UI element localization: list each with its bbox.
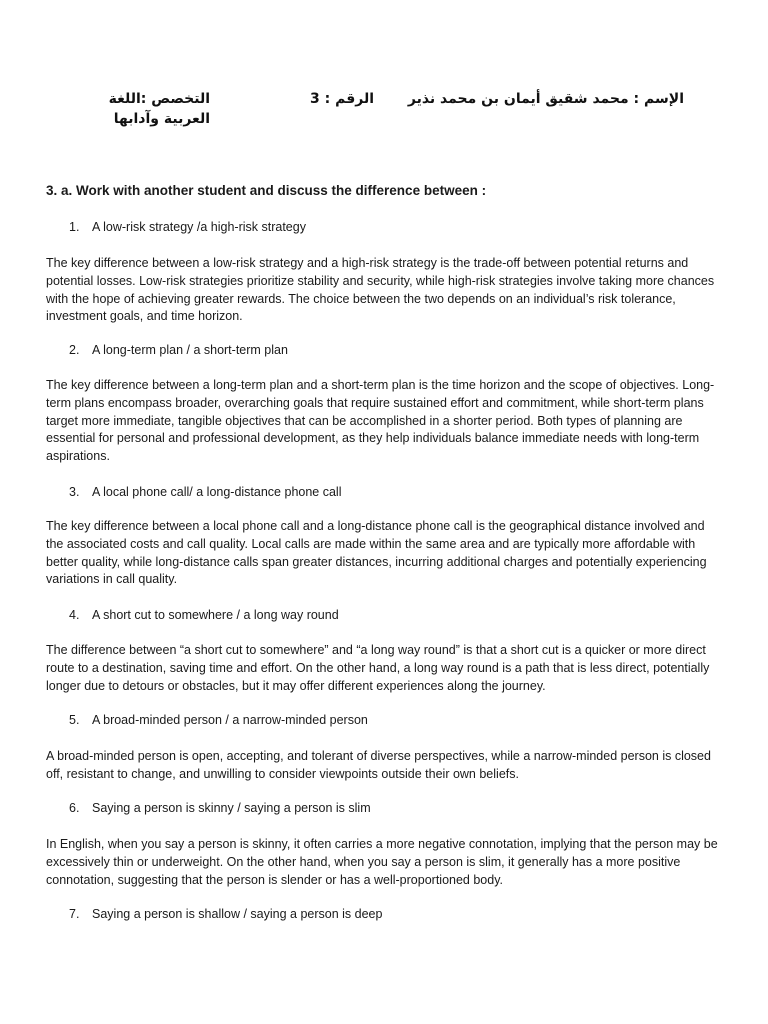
- list-item-number: 5.: [69, 713, 80, 727]
- answer-paragraph: The difference between “a short cut to somewhere” and “a long way round” is that a short cut is a quicker or more direct route to a destination, saving time and effort. On the other hand, a long way round is a path that is less direct, potentially longer due to detours or obstacles, but it may offer different experiences along the journey.: [46, 643, 710, 693]
- list-item-label: [69, 801, 371, 815]
- answer-paragraph: The key difference between a local phone call and a long-distance phone call is the geographical distance involved and the associated costs and call quality. Local calls are made within the same area and are typically more affordable with better quality, while long-distance calls span greater distances, incurring additional charges and potentially experiencing variations in call quality.: [46, 519, 707, 587]
- list-item-label: [69, 343, 288, 357]
- exercise-heading: 3. a. Work with another student and discuss the difference between :: [46, 183, 487, 198]
- list-item-label: [69, 220, 306, 234]
- list-item-text: Saying a person is skinny / saying a person is slim: [92, 801, 371, 815]
- list-item-label: [69, 608, 339, 622]
- answer-paragraph: In English, when you say a person is skinny, it often carries a more negative connotation, implying that the person may be excessively thin or underweight. On the other hand, when you say a person is slim, it generally has a more positive connotation, suggesting that the person is slender or has a well-proportioned body.: [46, 837, 718, 887]
- list-item-text: A broad-minded person / a narrow-minded person: [92, 713, 368, 727]
- student-name: الإسم : محمد شقيق أيمان بن محمد نذير: [407, 91, 684, 107]
- list-item-text: Saying a person is shallow / saying a person is deep: [92, 907, 383, 921]
- list-item-number: 4.: [69, 608, 80, 622]
- student-number: الرقم : 3: [310, 91, 375, 107]
- list-item-text: A local phone call/ a long-distance phone call: [92, 485, 342, 499]
- list-item-label: [69, 485, 341, 499]
- list-item-number: 7.: [69, 907, 80, 921]
- list-item-number: 3.: [69, 485, 80, 499]
- answer-paragraph: The key difference between a low-risk strategy and a high-risk strategy is the trade-off between potential returns and potential losses. Low-risk strategies prioritize stability and security, while high-risk strategies involve taking more chances with the hope of achieving greater rewards. The choice between the two depends on an individual’s risk tolerance, investment goals, and time horizon.: [46, 256, 715, 324]
- list-item-number: 2.: [69, 343, 80, 357]
- list-item-text: A low-risk strategy /a high-risk strategy: [92, 220, 306, 234]
- answer-paragraph: The key difference between a long-term plan and a short-term plan is the time horizon and the scope of objectives. Long-term plans encompass broader, overarching goals that require sustained effort and commitment, while short-term plans target more immediate, tangible objectives that can be accomplished in a shorter period. Both types of planning are essential for personal and professional development, as they help individuals balance immediate needs with long-term aspirations.: [46, 378, 715, 464]
- list-item-label: [69, 713, 368, 727]
- list-item-label: [69, 907, 382, 921]
- list-item-number: 6.: [69, 801, 80, 815]
- answer-paragraph: A broad-minded person is open, accepting, and tolerant of diverse perspectives, while a narrow-minded person is closed off, resistant to change, and unwilling to consider viewpoints outside their own beliefs.: [46, 749, 711, 781]
- list-item-number: 1.: [69, 220, 80, 234]
- student-specialization: التخصص :اللغة العربية وآدابها: [108, 91, 210, 127]
- list-item-text: A long-term plan / a short-term plan: [92, 343, 288, 357]
- list-item-text: A short cut to somewhere / a long way round: [92, 608, 339, 622]
